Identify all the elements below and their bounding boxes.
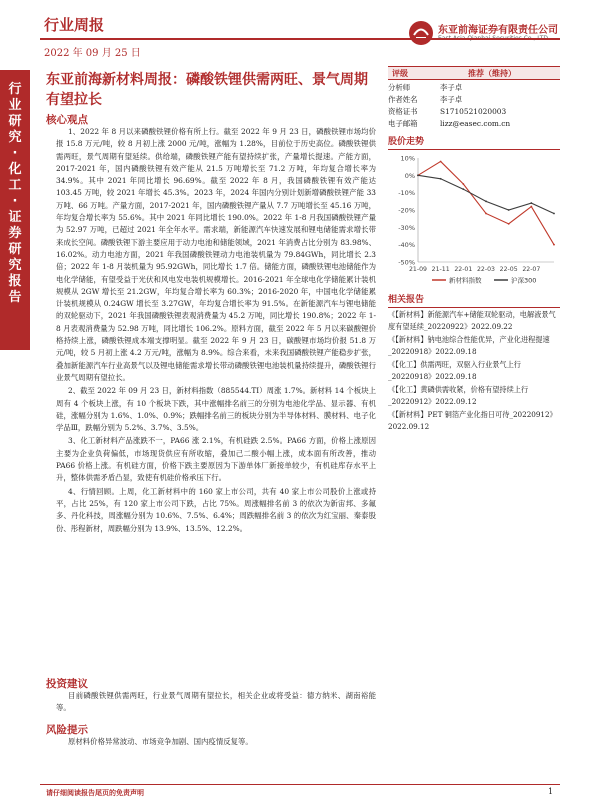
x-tick-label: 22-03 <box>477 266 495 273</box>
core-paragraph-4: 4、行情回顾。上周，化工新材料中的 160 家上市公司，共有 40 家上市公司股价上涨或持平，占比 25%，有 120 家上市公司下跌，占比 75%。周涨幅排名前 3 的依次为新宙邦、多氟多、丹化科技，周涨幅分别为 10.6%、7.5%、6.4%；周跌幅排名前 3 的依次为红宝丽、秦泰股份、彤程新材，周跌幅分别为 13.9%、13.5%、12.2%。 <box>56 486 376 533</box>
footer-divider <box>40 784 560 785</box>
series-point <box>508 223 510 225</box>
report-date: 2022 年 09 月 25 日 <box>44 48 141 59</box>
legend-label: 沪深300 <box>511 276 537 285</box>
invest-body <box>56 690 376 716</box>
page-number: 1 <box>548 787 554 796</box>
series-point <box>553 213 555 215</box>
y-tick-label: -20% <box>398 206 415 215</box>
sidebar-char: 告 <box>8 290 22 305</box>
logo <box>408 18 558 48</box>
header-report-type: 行业周报 <box>44 16 105 34</box>
y-tick-label: -10% <box>398 189 415 198</box>
sidebar-char: 工 <box>8 178 22 193</box>
analyst-info <box>388 82 560 130</box>
series-line <box>418 175 554 213</box>
sidebar-char: 券 <box>8 226 22 241</box>
logo-cn-text: 东亚前海证券有限责任公司 <box>438 25 558 36</box>
series-point <box>440 161 442 163</box>
sidebar-char: · <box>12 146 18 161</box>
analyst-value: S1710521020003 <box>440 107 507 116</box>
risk-paragraph: 原材料价格异常波动、市场竞争加剧、国内疫情反复等。 <box>68 737 253 746</box>
risk-heading: 风险提示 <box>46 724 88 736</box>
footer-disclaimer: 请仔细阅读报告尾页的免责声明 <box>46 789 144 797</box>
series-point <box>530 206 532 208</box>
sidebar-char: 究 <box>8 130 22 145</box>
y-tick-label: -50% <box>398 258 415 267</box>
related-report-link[interactable]: 《【化工】供需两旺，双驱入行业景气上行_20220918》2022.09.18 <box>388 360 521 381</box>
rating-bar <box>388 66 560 80</box>
sidebar-char: 行 <box>8 82 22 97</box>
core-paragraph-2: 2、截至 2022 年 09 月 23 日，新材料指数（885544.TI）周涨 1.7%。新材料 14 个板块上周有 4 个板块上涨，有 10 个板块下跌，其中涨幅排名前三的分别为电池化学品、显示器、有机硅，涨幅分别为 1.6%、1.0%、0.9%；跌幅排名前三的板块分别为半导体材料、膜材料、电子化学品Ⅲ，跌幅分别为 5.2%、3.7%、3.5%。 <box>56 386 376 433</box>
sidebar-char: 研 <box>8 114 22 129</box>
related-report-link[interactable]: 《【新材料】PET 铜箔产业化指日可待_20220912》2022.09.12 <box>388 410 557 431</box>
risk-body <box>56 736 376 749</box>
sidebar-char: · <box>12 194 18 209</box>
x-tick-label: 22-07 <box>522 266 541 273</box>
stock-chart-svg <box>388 150 560 286</box>
sidebar-char: 化 <box>8 162 22 177</box>
core-heading: 核心观点 <box>46 114 88 126</box>
chart-heading-wrap <box>388 136 560 150</box>
analyst-key: 电子邮箱 <box>388 119 418 128</box>
analyst-row <box>388 118 560 130</box>
series-point <box>485 200 487 202</box>
sidebar-char: 究 <box>8 258 22 273</box>
report-title: 东亚前海新材料周报：磷酸铁锂供需两旺、景气周期有望拉长 <box>46 72 368 108</box>
core-body <box>56 126 376 536</box>
series-point <box>530 202 532 204</box>
series-point <box>508 209 510 211</box>
y-tick-label: 10% <box>400 154 415 163</box>
related-heading: 相关报告 <box>388 294 560 308</box>
series-point <box>417 174 419 176</box>
core-paragraph-1: 1、2022 年 8 月以来磷酸铁锂价格有所上行。截至 2022 年 9 月 23 日，磷酸铁锂市场均价报 15.8 万元/吨，较 8 月初上涨 2000 元/吨，涨幅为 1.28%，目前位于历史高位。磷酸铁锂供需两旺，景气周期有望延续。供给端，磷酸铁锂产能有望持续扩张，产量增长提速。产能方面，2017-2021 年，国内磷酸铁锂有效产能从 21.5 万吨增长至 71.2 万吨，年均复合增长率为 34.9%。其中 2021 年同比增长 96.69%。截至 2022 年 8 月，我国磷酸铁锂有效产能达 103.45 万吨，较 2021 年增长 45.3%。2023 年，2024 年国内分别计划新增磷酸铁锂产能 33 万吨、66 万吨。产量方面，2017-2021 年，国内磷酸铁锂产量从 7.7 万吨增长至 45.16 万吨，年均复合增长率为 55.6%。其中 2021 年同比增长 190.0%。2022 年 1-8 月我国磷酸铁锂产量为 52.97 万吨，已超过 2021 年全年水平。需求端，新能源汽车快速发展和锂电储能需求增长带来成长空间。磷酸铁锂下游主要应用于动力电池和储能领域，2021 年消费占比分别为 83.98%、16.02%。动力电池方面，2021 年我国磷酸铁锂动力电池装机量为 79.84GWh，同比增长 2.3 倍；2022 年 1-8 月装机量为 95.92GWh，同比增长 1.7 倍。储能方面，磷酸铁锂电池储能作为电化学储能，有望受益于光伏和风电发电装机规模增长。2016-2021 年全球电化学储能累计装机规模从 2GW 增长至 21.2GW，年均复合增长率为 60.3%；2016-2020 年，中国电化学储能累计装机规模从 0.24GW 增长至 3.27GW，年均复合增长率为 91.5%。在新能源汽车与锂电储能的双轮驱动下，2021 年我国磷酸铁锂表观消费量为 45.2 万吨，同比增长 190.8%；2022 年 1-8 月表观消费量为 52.98 万吨，同比增长 106.2%。原料方面，截至 2022 年 5 月以来碳酸锂价格持续上涨，磷酸铁锂成本端支撑明显。截至 2022 年 9 月 23 日，碳酸锂市场均价报 51.8 万元/吨，较 5 月初上涨 4.2 万元/吨，涨幅为 8.9%。综合来看，未来我国磷酸铁锂产能稳步扩张，叠加新能源汽车行业高景气以及锂电储能需求增长带动磷酸铁锂电池装机量持续提升，磷酸铁锂行业景气周期有望拉长。 <box>56 127 376 382</box>
core-paragraph-3: 3、化工新材料产品涨跌不一，PA66 涨 2.1%，有机硅跌 2.5%。PA66 方面，价格上涨原因主要为企业负荷偏低，市场现货供应有所收缩，叠加己二酸小幅上涨，成本面有所改善，推动 PA66 价格上涨。有机硅方面，价格下跌主要原因为下游单体厂新接单较少，有机硅库存水平上升，整体供需矛盾凸显，致使有机硅价格承压下行。 <box>56 436 376 483</box>
company-logo-icon <box>408 20 434 46</box>
x-tick-label: 21-09 <box>409 266 427 273</box>
rating-value: 推荐（维持） <box>468 69 516 78</box>
invest-paragraph: 目前磷酸铁锂供需两旺，行业景气周期有望拉长，相关企业或将受益：德方纳米、湖南裕能等。 <box>56 691 376 713</box>
related-report-link[interactable]: 《【化工】黄磷供需收紧，价格有望持续上行_20220912》2022.09.12 <box>388 385 529 406</box>
related-report-link[interactable]: 《【新材料】钠电池综合性能优异，产业化进程提速_20220918》2022.09.18 <box>388 335 550 356</box>
related-report-link[interactable]: 《【新材料】新能源汽车+储能双轮驱动，电解液景气度有望延续_20220922》2022.09.22 <box>388 310 556 331</box>
y-tick-label: -30% <box>398 223 415 232</box>
series-point <box>485 213 487 215</box>
analyst-value: 李子卓 <box>440 83 463 92</box>
series-point <box>462 183 464 185</box>
analyst-email[interactable]: lizz@easec.com.cn <box>440 119 511 128</box>
chart-heading: 股价走势 <box>388 136 560 150</box>
analyst-key: 分析师 <box>388 83 411 92</box>
analyst-key: 资格证书 <box>388 107 418 116</box>
analyst-row <box>388 82 560 94</box>
series-point <box>440 178 442 180</box>
sidebar-char: 证 <box>8 210 22 225</box>
header-divider <box>40 38 560 40</box>
analyst-key: 作者姓名 <box>388 95 418 104</box>
series-point <box>462 188 464 190</box>
sidebar-char: 业 <box>8 98 22 113</box>
analyst-row <box>388 106 560 118</box>
sidebar-char: 研 <box>8 242 22 257</box>
legend-label: 新材料指数 <box>449 276 482 285</box>
sidebar-category-banner <box>0 70 30 350</box>
y-tick-label: 0% <box>404 171 415 180</box>
x-tick-label: 22-01 <box>454 266 473 273</box>
analyst-row <box>388 94 560 106</box>
sidebar-char: 报 <box>8 274 22 289</box>
analyst-value: 李子卓 <box>440 95 463 104</box>
x-tick-label: 21-11 <box>431 266 450 273</box>
series-line <box>418 161 554 244</box>
related-reports <box>388 294 560 433</box>
series-point <box>553 244 555 246</box>
stock-chart <box>388 150 560 286</box>
invest-heading: 投资建议 <box>46 678 88 690</box>
rating-label: 评级 <box>392 69 408 78</box>
x-tick-label: 22-05 <box>499 266 518 273</box>
y-tick-label: -40% <box>398 241 415 250</box>
